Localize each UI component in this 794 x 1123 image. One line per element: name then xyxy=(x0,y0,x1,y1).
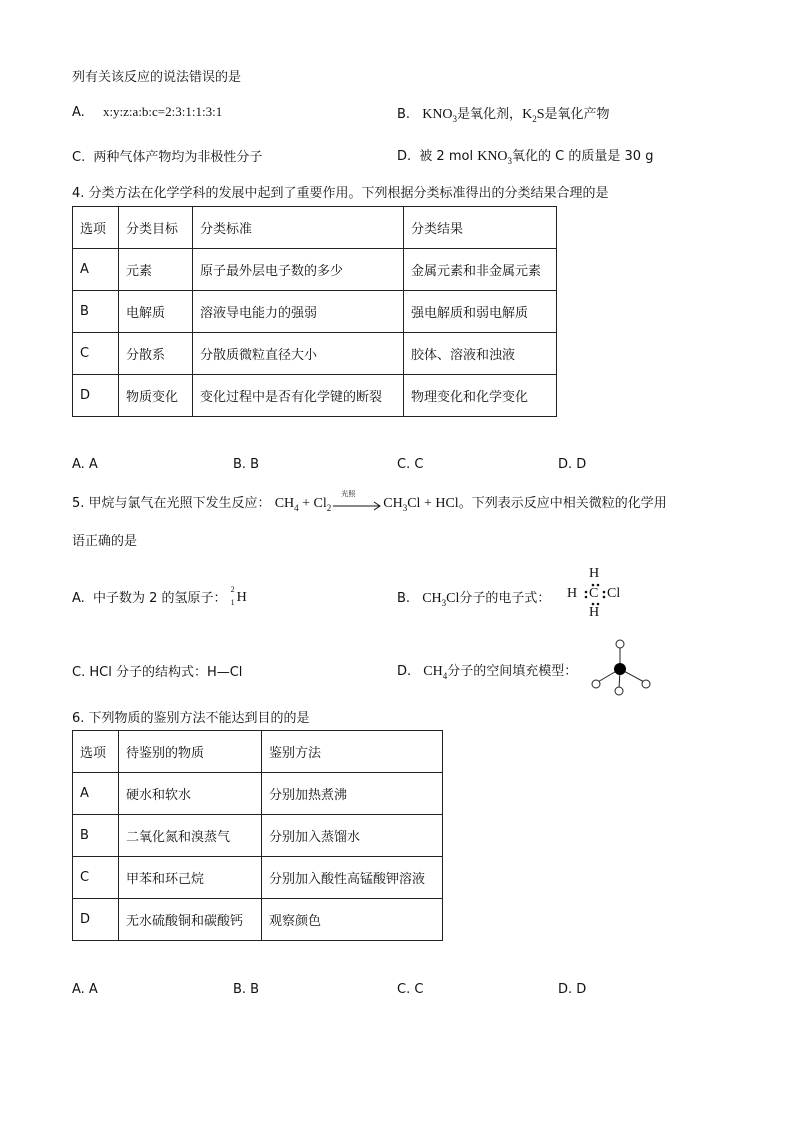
table-cell: B xyxy=(73,815,119,857)
q4-answer-a: A. A xyxy=(72,457,98,472)
q3-option-a xyxy=(72,104,222,120)
table-cell: D xyxy=(73,375,119,417)
ch3cl-formula: $CH_3Cl$ xyxy=(422,591,460,608)
option-label: B. xyxy=(397,107,411,122)
option-text: 是氧化剂， xyxy=(457,107,523,122)
q5-stem xyxy=(72,489,667,513)
option-text: 被 2 mol xyxy=(419,149,474,164)
electron-formula: H H C Cl H xyxy=(567,566,627,622)
option-text: 中子数为 2 的氢原子： xyxy=(92,591,227,606)
header-cell: 分类结果 xyxy=(404,207,557,249)
table-cell: 原子最外层电子数的多少 xyxy=(193,249,404,291)
table-cell: 硬水和软水 xyxy=(119,773,262,815)
table-cell: 溶液导电能力的强弱 xyxy=(193,291,404,333)
methane-model-icon xyxy=(585,635,655,697)
option-text: 氧化的 C 的质量是 30 g xyxy=(512,149,654,164)
table-cell: 分散质微粒直径大小 xyxy=(193,333,404,375)
q4-answer-d: D. D xyxy=(558,457,587,472)
header-cell: 选项 xyxy=(73,731,119,773)
q6-stem: 6. 下列物质的鉴别方法不能达到目的的是 xyxy=(72,711,310,726)
kno3-formula: $KNO_3$ xyxy=(477,149,513,166)
option-label: B. xyxy=(397,591,411,606)
table-row xyxy=(73,815,443,857)
option-text: HCl 分子的结构式：H—Cl xyxy=(89,665,243,680)
table-cell: 金属元素和非金属元素 xyxy=(404,249,557,291)
header-cell: 分类标准 xyxy=(193,207,404,249)
table-header-row xyxy=(73,731,443,773)
q4-answer-b: B. B xyxy=(233,457,260,472)
q3-option-d xyxy=(397,145,653,166)
q5-option-b xyxy=(397,587,550,608)
intro-line: 列有关该反应的说法错误的是 xyxy=(72,70,242,85)
table-row xyxy=(73,333,557,375)
table-header-row xyxy=(73,207,557,249)
table-cell: 二氧化氮和溴蒸气 xyxy=(119,815,262,857)
table-cell: 分散系 xyxy=(119,333,193,375)
header-cell: 分类目标 xyxy=(119,207,193,249)
option-label: A. xyxy=(72,591,85,606)
stem-text: 5. 甲烷与氯气在光照下发生反应： xyxy=(72,496,271,511)
table-cell: 物理变化和化学变化 xyxy=(404,375,557,417)
option-text: 分子的电子式： xyxy=(459,591,551,606)
option-label: A. xyxy=(72,105,85,120)
table-row xyxy=(73,857,443,899)
table-cell: B xyxy=(73,291,119,333)
reaction-condition: 光照 xyxy=(341,489,356,498)
q5-stem-line2: 语正确的是 xyxy=(72,534,138,549)
option-text: 是氧化产物 xyxy=(544,107,610,122)
table-cell: A xyxy=(73,249,119,291)
table-row xyxy=(73,773,443,815)
table-cell: C xyxy=(73,333,119,375)
q3-option-b xyxy=(397,103,610,124)
q5-option-a xyxy=(72,584,251,607)
table-row xyxy=(73,375,557,417)
reaction-arrow-icon xyxy=(331,499,383,513)
table-cell: 分别加入酸性高锰酸钾溶液 xyxy=(262,857,443,899)
reaction-equation: $CH_4 + Cl_2$ 光照 $CH_3Cl$ + HCl xyxy=(274,489,459,513)
table-cell: 分别加热煮沸 xyxy=(262,773,443,815)
stem-text: 。下列表示反应中相关微粒的化学用 xyxy=(458,496,667,511)
option-text: 两种气体产物均为非极性分子 xyxy=(93,150,263,165)
table-cell: 无水硫酸铜和碳酸钙 xyxy=(119,899,262,941)
q6-answer-c: C. C xyxy=(397,982,424,997)
table-cell: 甲苯和环己烷 xyxy=(119,857,262,899)
option-text: x:y:z:a:b:c=2:3:1:1:3:1 xyxy=(102,104,223,119)
ch4-formula: $CH_4$ xyxy=(423,664,448,681)
q5-option-c xyxy=(72,661,242,680)
q5-option-d xyxy=(397,660,577,681)
option-label: D. xyxy=(397,149,412,164)
q3-option-c xyxy=(72,146,262,165)
q6-table xyxy=(72,730,443,941)
table-cell: 变化过程中是否有化学键的断裂 xyxy=(193,375,404,417)
option-label: C. xyxy=(72,150,86,165)
q6-answer-b: B. B xyxy=(233,982,260,997)
header-cell: 选项 xyxy=(73,207,119,249)
header-cell: 待鉴别的物质 xyxy=(119,731,262,773)
option-label: D. xyxy=(397,664,412,679)
table-cell: 分别加入蒸馏水 xyxy=(262,815,443,857)
table-cell: 物质变化 xyxy=(119,375,193,417)
table-cell: C xyxy=(73,857,119,899)
table-cell: D xyxy=(73,899,119,941)
table-cell: A xyxy=(73,773,119,815)
q4-table xyxy=(72,206,557,417)
option-label: C. xyxy=(72,665,86,680)
q4-stem: 4. 分类方法在化学学科的发展中起到了重要作用。下列根据分类标准得出的分类结果合理的是 xyxy=(72,186,609,201)
table-cell: 观察颜色 xyxy=(262,899,443,941)
table-row xyxy=(73,291,557,333)
kno3-formula: $KNO_3$ xyxy=(422,107,458,124)
electron-dots-icon xyxy=(567,566,627,622)
table-row xyxy=(73,249,557,291)
isotope-symbol: 2 1 H xyxy=(230,584,247,607)
header-cell: 鉴别方法 xyxy=(262,731,443,773)
option-text: 分子的空间填充模型： xyxy=(447,664,578,679)
table-cell: 电解质 xyxy=(119,291,193,333)
q6-answer-d: D. D xyxy=(558,982,587,997)
table-row xyxy=(73,899,443,941)
k2s-formula: $K_2S$ xyxy=(522,107,545,124)
q4-answer-c: C. C xyxy=(397,457,424,472)
table-cell: 胶体、溶液和浊液 xyxy=(404,333,557,375)
table-cell: 强电解质和弱电解质 xyxy=(404,291,557,333)
table-cell: 元素 xyxy=(119,249,193,291)
q6-answer-a: A. A xyxy=(72,982,98,997)
